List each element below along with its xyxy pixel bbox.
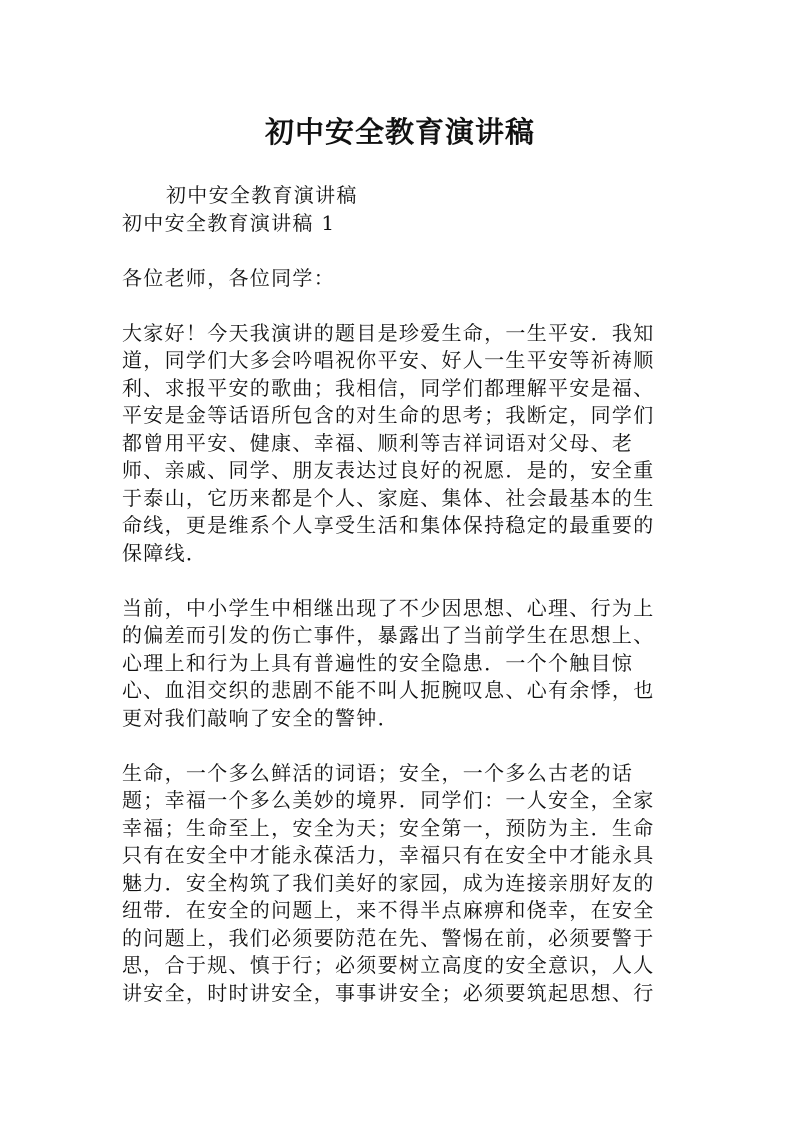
blank-line: [122, 732, 662, 760]
paragraph-line: 生命，一个多么鲜活的词语；安全，一个多么古老的话: [122, 760, 634, 785]
paragraph-line: 都曾用平安、健康、幸福、顺利等吉祥词语对父母、老: [122, 430, 634, 455]
paragraph-line: 大家好！今天我演讲的题目是珍爱生命，一生平安．我知: [122, 320, 655, 345]
blank-line: [122, 237, 662, 265]
paragraph-line: 讲安全，时时讲安全，事事讲安全；必须要筑起思想、行: [122, 980, 655, 1005]
paragraph-line: 思，合于规、慎于行；必须要树立高度的安全意识，人人: [122, 953, 655, 977]
greeting-line: 各位老师，各位同学：: [122, 265, 335, 290]
paragraph-line: 纽带．在安全的问题上，来不得半点麻痹和侥幸，在安全: [122, 898, 655, 922]
paragraph-line: 师、亲戚、同学、朋友表达过良好的祝愿．是的，安全重: [122, 458, 655, 482]
paragraph-line: 魅力．安全构筑了我们美好的家园，成为连接亲朋好友的: [122, 870, 655, 895]
paragraph-3: [122, 760, 662, 1008]
paragraph-line: 的偏差而引发的伤亡事件，暴露出了当前学生在思想上、: [122, 623, 655, 647]
document-title: 初中安全教育演讲稿: [264, 115, 535, 149]
paragraph-line: 心、血泪交织的悲剧不能不叫人扼腕叹息、心有余悸，也: [122, 678, 655, 702]
paragraph-line: 题；幸福一个多么美妙的境界．同学们：一人安全，全家: [122, 788, 655, 812]
document-body: [122, 182, 662, 1007]
paragraph-line: 更对我们敲响了安全的警钟．: [122, 705, 399, 730]
blank-line: [122, 292, 662, 320]
blank-line: [122, 567, 662, 595]
paragraph-2: [122, 595, 662, 733]
paragraph-line: 平安是金等话语所包含的对生命的思考；我断定，同学们: [122, 403, 655, 427]
paragraph-line: 命线，更是维系个人享受生活和集体保持稳定的最重要的: [122, 513, 655, 537]
paragraph-line: 只有在安全中才能永葆活力，幸福只有在安全中才能永具: [122, 843, 655, 867]
paragraph-line: 于泰山，它历来都是个人、家庭、集体、社会最基本的生: [122, 485, 655, 510]
document-subtitle: 初中安全教育演讲稿: [166, 183, 358, 207]
paragraph-line: 道，同学们大多会吟唱祝你平安、好人一生平安等祈祷顺: [122, 348, 655, 372]
paragraph-1: [122, 320, 662, 568]
paragraph-line: 的问题上，我们必须要防范在先、警惕在前，必须要警于: [122, 925, 655, 950]
paragraph-line: 利、求报平安的歌曲；我相信，同学们都理解平安是福、: [122, 375, 655, 400]
paragraph-line: 幸福；生命至上，安全为天；安全第一，预防为主．生命: [122, 815, 655, 840]
paragraph-line: 保障线．: [122, 540, 208, 565]
paragraph-line: 心理上和行为上具有普遍性的安全隐患．一个个触目惊: [122, 650, 634, 675]
paragraph-line: 当前，中小学生中相继出现了不少因思想、心理、行为上: [122, 595, 655, 620]
section-heading: 初中安全教育演讲稿 1: [122, 210, 336, 235]
